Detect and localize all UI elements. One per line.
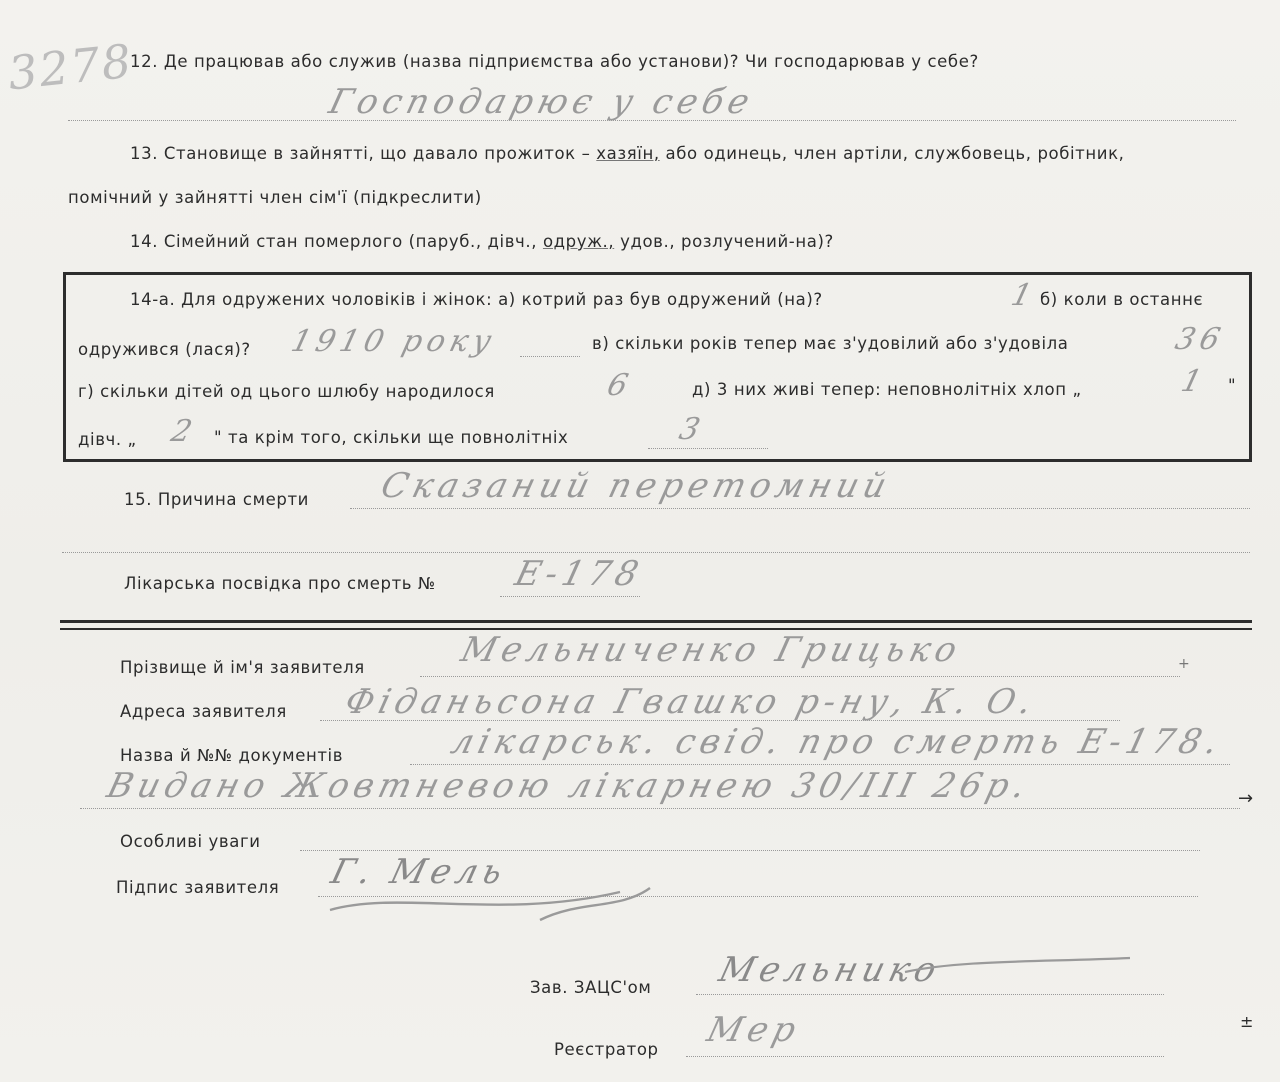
q14a-line4a: дівч. „ <box>78 430 137 449</box>
q13-line2: помічний у зайнятті член сім'ї (підкреслити) <box>68 188 482 207</box>
applicant-address-value: Фіданьсона Гвашко р-ну, К. О. <box>341 682 1041 722</box>
q14a-ans3b: 1 <box>1177 364 1211 399</box>
dotted-line <box>696 994 1164 995</box>
dotted-line <box>500 596 640 597</box>
applicant-docs-label: Назва й №№ документів <box>120 746 344 765</box>
arrow-mark: → <box>1238 788 1254 809</box>
q14-prefix: 14. Сімейний стан померлого (паруб., дівч., <box>130 232 538 251</box>
q15-label: 15. Причина смерти <box>124 490 309 509</box>
applicant-name-label: Прізвище й ім'я заявителя <box>120 658 365 677</box>
q14a-line4b: " та крім того, скільки ще повнолітніх <box>214 428 569 447</box>
q14a-ans4b: 3 <box>675 412 709 447</box>
sign-label: Підпис заявителя <box>116 878 280 897</box>
registrar-signature: Мер <box>703 1010 805 1050</box>
q14-line <box>130 232 834 251</box>
q12-label: 12. Де працював або служив (назва підприємства або установи)? Чи господарював у себе? <box>130 52 979 71</box>
dotted-line <box>420 676 1180 677</box>
head-signature: Мельнико <box>715 950 946 990</box>
margin-mark: + <box>1178 656 1191 672</box>
q13-underlined: хазяїн, <box>596 144 660 163</box>
medical-answer: Е-178 <box>511 554 648 594</box>
q14a-ans4: 2 <box>167 414 201 449</box>
q13-prefix: 13. Становище в зайнятті, що давало прожиток – <box>130 144 591 163</box>
applicant-docs-value: лікарськ. свід. про смерть Е-178. <box>447 722 1227 762</box>
notes-label: Особливі уваги <box>120 832 261 851</box>
dotted-line <box>300 850 1200 851</box>
applicant-docs-value2: Видано Жовтневою лікарнею 30/III 26р. <box>103 766 1035 806</box>
q14a-line1b: б) коли в останнє <box>1040 290 1204 309</box>
margin-mark: ± <box>1240 1012 1255 1031</box>
q14a-line1: 14-а. Для одружених чоловіків і жінок: а) котрий раз був одружений (на)? <box>130 290 823 309</box>
dotted-line <box>350 508 1250 509</box>
dotted-line <box>62 552 1250 553</box>
q14a-line3: г) скільки дітей од цього шлюбу народилося <box>78 382 495 401</box>
q14a-line2b: в) скільки років тепер має з'удовілий або з'удовіла <box>592 334 1069 353</box>
registrar-label: Реєстратор <box>554 1040 659 1059</box>
applicant-name-value: Мельниченко Грицько <box>457 630 966 670</box>
dotted-line <box>68 120 1236 121</box>
dotted-line <box>320 720 1120 721</box>
dotted-line <box>318 896 1198 897</box>
q14-suffix: удов., розлучений-на)? <box>620 232 834 251</box>
applicant-signature: Г. Мель <box>327 852 512 892</box>
medical-label: Лікарська посвідка про смерть № <box>124 574 436 593</box>
q14a-ans1: 1 <box>1007 278 1041 313</box>
dotted-line <box>410 764 1230 765</box>
signature-flourish <box>320 880 660 930</box>
q14-underlined: одруж., <box>542 232 615 251</box>
dotted-line <box>80 808 1240 809</box>
q14a-ans3: 6 <box>603 368 637 403</box>
applicant-address-label: Адреса заявителя <box>120 702 287 721</box>
q13-suffix: або одинець, член артіли, службовець, робітник, <box>665 144 1125 163</box>
q14a-line3-end: " <box>1228 376 1237 395</box>
q14a-line2: одружився (лася)? <box>78 340 251 359</box>
dotted-line <box>648 448 768 449</box>
q12-answer: Господарює у себе <box>325 82 759 122</box>
q14a-ans2b: 36 <box>1171 322 1229 357</box>
q14a-ans2: 1910 року <box>287 324 500 359</box>
head-sign-flourish <box>900 950 1140 990</box>
head-label: Зав. ЗАЦС'ом <box>530 978 652 997</box>
archive-number: 3278 <box>5 33 136 101</box>
q13-line1 <box>130 144 1125 163</box>
dotted-line <box>520 356 580 357</box>
q15-answer: Сказаний перетомний <box>377 466 896 506</box>
q14a-line3b: д) 3 них живі тепер: неповнолітніх хлоп „ <box>692 380 1082 399</box>
separator-rule <box>60 620 1252 623</box>
dotted-line <box>686 1056 1164 1057</box>
